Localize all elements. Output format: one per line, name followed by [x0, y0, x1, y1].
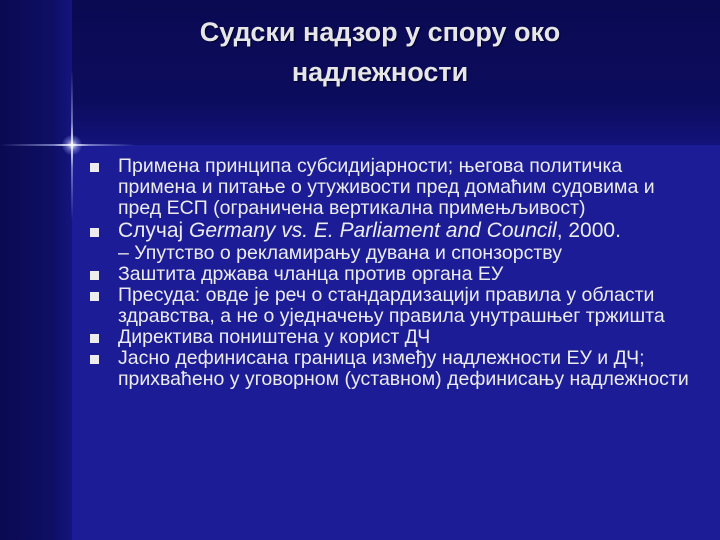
bullet-item	[88, 156, 698, 219]
case-name: Germany vs. E. Parliament and Council	[189, 219, 557, 242]
bullet-item	[88, 219, 698, 264]
bullet-text: Заштита држава чланца против органа ЕУ	[118, 263, 504, 285]
bullet-text: Јасно дефинисана граница између надлежности ЕУ и ДЧ; прихваћено у уговорном (уставном) дефинисању надлежности	[118, 347, 689, 390]
square-bullet-icon	[90, 163, 99, 172]
square-bullet-icon	[90, 334, 99, 343]
bullet-item	[88, 348, 698, 390]
bullet-text-suffix: , 2000.	[556, 219, 621, 242]
square-bullet-icon	[90, 271, 99, 280]
bullet-text-prefix: Случај	[118, 219, 190, 242]
bullet-item	[88, 285, 698, 327]
bullet-text-continuation: – Упутство о рекламирању дувана и спонзорству	[118, 242, 562, 264]
square-bullet-icon	[90, 292, 99, 301]
bullet-list	[88, 156, 698, 390]
slide-title: Судски надзор у спору око надлежности	[199, 17, 561, 87]
bullet-text: Директива поништена у корист ДЧ	[118, 326, 431, 348]
square-bullet-icon	[90, 355, 99, 364]
bullet-item	[88, 327, 698, 348]
bullet-item	[88, 264, 698, 285]
bullet-text: Пресуда: овде је реч о стандардизацији правила у области здравства, а не о уједначењу правила унутрашњег тржишта	[118, 284, 665, 327]
bullet-text: Примена принципа субсидијарности; његова политичка примена и питање о утуживости пред домаћим судовима и пред ЕСП (ограничена вертикална примењљивост)	[118, 155, 655, 219]
sparkle-glow-decoration	[62, 135, 82, 155]
left-band	[0, 0, 72, 540]
bullet-text-line	[118, 219, 621, 242]
square-bullet-icon	[90, 228, 99, 237]
